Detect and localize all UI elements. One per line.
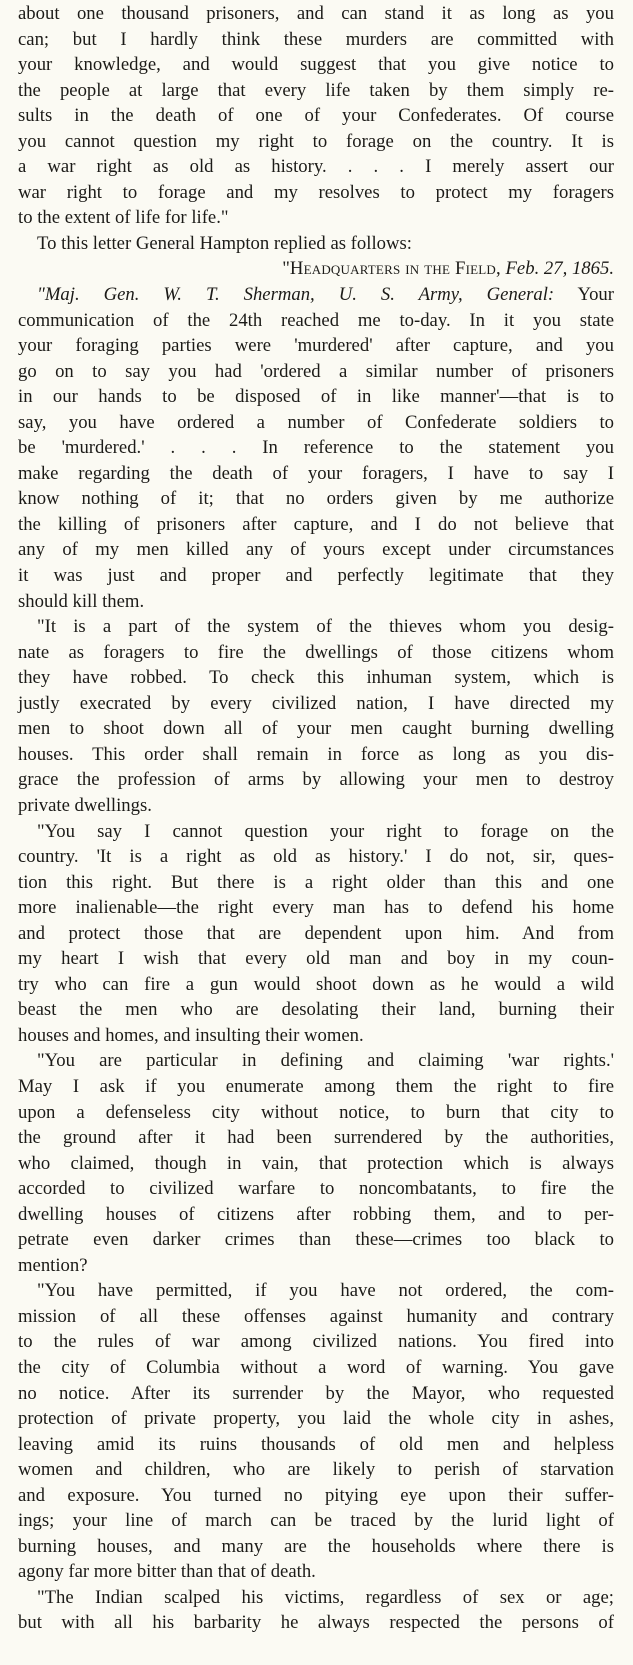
text-line: sults in the death of one of your Confederates. Of course (18, 105, 614, 127)
salutation: "Maj. Gen. W. T. Sherman, U. S. Army, General: (37, 284, 555, 306)
text-line: mention? (18, 1254, 88, 1276)
text-line: grace the profession of arms by allowing your men to destroy (18, 769, 614, 791)
text-line: go on to say you had 'ordered a similar number of prisoners (18, 360, 614, 382)
text-line: "You say I cannot question your right to forage on the (37, 820, 614, 842)
salutation-line (18, 282, 614, 308)
text-line: no notice. After its surrender by the Mayor, who requested (18, 1382, 614, 1404)
text-line: communication of the 24th reached me to-day. In it you state (18, 309, 614, 331)
text-line: "It is a part of the system of the thieves whom you desig- (37, 616, 614, 638)
text-line: war right to forage and my resolves to protect my foragers (18, 181, 614, 203)
text-line: tion this right. But there is a right older than this and one (18, 871, 614, 893)
text-line: country. 'It is a right as old as history.' I do not, sir, ques- (18, 846, 614, 868)
text-line: ings; your line of march can be traced by the lurid light of (18, 1510, 614, 1532)
heading-location: Headquarters in the Field, (289, 258, 501, 280)
text-line: who claimed, though in vain, that protection which is always (18, 1152, 614, 1174)
text-line: and protect those that are dependent upon him. And from (18, 922, 614, 944)
text-line: try who can fire a gun would shoot down as he would a wild (18, 973, 614, 995)
text-line: houses and homes, and insulting their women. (18, 1024, 364, 1046)
text-line: more inalienable—the right every man has to defend his home (18, 897, 614, 919)
text-line: to the extent of life for life." (18, 207, 229, 229)
text-line: men to shoot down all of your men caught burning dwelling (18, 718, 614, 740)
page-text (18, 1, 614, 1636)
text-line: it was just and proper and perfectly legitimate that they (18, 565, 614, 587)
text-line: they have robbed. To check this inhuman system, which is (18, 667, 614, 689)
text-line: the killing of prisoners after capture, and I do not believe that (18, 513, 614, 535)
text-line: your knowledge, and would suggest that you give notice to (18, 54, 614, 76)
text-line: dwelling houses of citizens after robbing them, and to per- (18, 1203, 614, 1225)
text-line: private dwellings. (18, 794, 152, 816)
text-line: know nothing of it; that no orders given by me authorize (18, 488, 614, 510)
text-line: a war right as old as history. . . . I merely assert our (18, 156, 614, 178)
text-line: protection of private property, you laid the whole city in ashes, (18, 1408, 614, 1430)
text-line: the people at large that every life taken by them simply re- (18, 79, 614, 101)
text-line: petrate even darker crimes than these—crimes too black to (18, 1229, 614, 1251)
text-line: upon a defenseless city without notice, to burn that city to (18, 1101, 614, 1123)
text-line: agony far more bitter than that of death. (18, 1561, 316, 1583)
text-line: women and children, who are likely to perish of starvation (18, 1459, 614, 1481)
text-line: May I ask if you enumerate among them the right to fire (18, 1075, 614, 1097)
text-line: and exposure. You turned no pitying eye upon their suffer- (18, 1484, 614, 1506)
salutation-rest: Your (554, 284, 614, 306)
text-line: "The Indian scalped his victims, regardless of sex or age; (37, 1586, 614, 1608)
text-line: "You are particular in defining and claiming 'war rights.' (37, 1050, 614, 1072)
text-line: should kill them. (18, 590, 145, 612)
text-line: the city of Columbia without a word of warning. You gave (18, 1356, 614, 1378)
text-line: accorded to civilized warfare to noncombatants, to fire the (18, 1178, 614, 1200)
letter-heading (18, 256, 614, 282)
text-line: beast the men who are desolating their land, burning their (18, 999, 614, 1021)
text-line: mission of all these offenses against humanity and contrary (18, 1305, 614, 1327)
text-line: but with all his barbarity he always respected the persons of (18, 1612, 614, 1634)
text-line: my heart I wish that every old man and boy in my coun- (18, 948, 614, 970)
text-line: to the rules of war among civilized nations. You fired into (18, 1331, 614, 1353)
text-line: be 'murdered.' . . . In reference to the statement you (18, 437, 614, 459)
text-line: leaving amid its ruins thousands of old men and helpless (18, 1433, 614, 1455)
text-line: the ground after it had been surrendered by the authorities, (18, 1127, 614, 1149)
text-line: say, you have ordered a number of Confederate soldiers to (18, 411, 614, 433)
text-line: To this letter General Hampton replied as follows: (37, 232, 412, 254)
text-line: houses. This order shall remain in force as long as you dis- (18, 743, 614, 765)
text-line: you cannot question my right to forage on the country. It is (18, 130, 614, 152)
text-line: about one thousand prisoners, and can stand it as long as you (18, 3, 614, 24)
text-line: justly execrated by every civilized nation, I have directed my (18, 692, 614, 714)
text-line: make regarding the death of your foragers, I have to say I (18, 462, 614, 484)
heading-date: Feb. 27, 1865. (500, 258, 614, 280)
text-line: in our hands to be disposed of in like manner'—that is to (18, 386, 614, 408)
heading-quote: " (282, 258, 290, 280)
text-line: nate as foragers to fire the dwellings of those citizens whom (18, 641, 614, 663)
text-line: any of my men killed any of yours except under circumstances (18, 539, 614, 561)
text-line: burning houses, and many are the households where there is (18, 1535, 614, 1557)
text-line: can; but I hardly think these murders are committed with (18, 28, 614, 50)
text-line: your foraging parties were 'murdered' after capture, and you (18, 335, 614, 357)
text-line: "You have permitted, if you have not ordered, the com- (37, 1280, 614, 1302)
